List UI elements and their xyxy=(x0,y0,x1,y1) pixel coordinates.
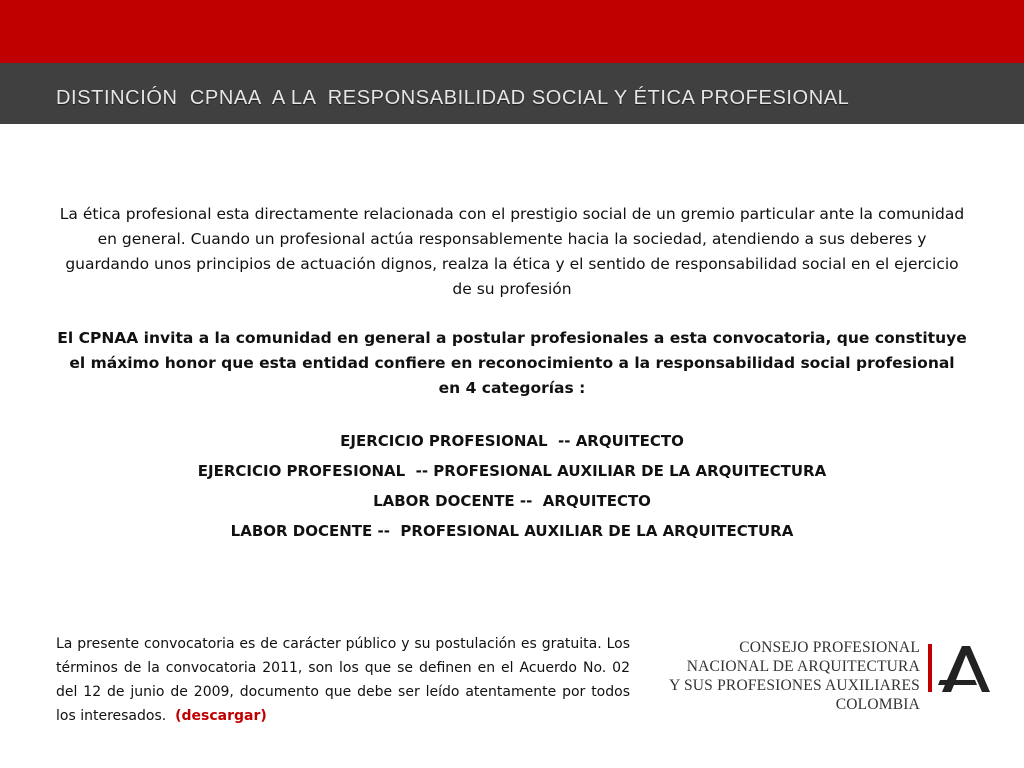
org-name-line: CONSEJO PROFESIONAL xyxy=(739,639,920,656)
cpnaa-a-logo-icon xyxy=(928,640,994,696)
organization-name xyxy=(669,638,920,714)
category-item: LABOR DOCENTE -- ARQUITECTO xyxy=(373,492,651,510)
footer-notice-text: La presente convocatoria es de carácter público y su postulación es gratuita. Los términos de la convocatoria 2011, son los que se definen en el Acuerdo No. 02 del 12 de junio de 2009, documento que debe ser leído atentamente por todos los interesados. xyxy=(56,636,630,724)
footer-notice xyxy=(56,632,630,728)
category-item: LABOR DOCENTE -- PROFESIONAL AUXILIAR DE LA ARQUITECTURA xyxy=(230,522,794,540)
category-list xyxy=(56,426,968,546)
org-name-line: NACIONAL DE ARQUITECTURA xyxy=(686,658,920,675)
org-name-line: COLOMBIA xyxy=(835,696,920,713)
org-name-line: Y SUS PROFESIONES AUXILIARES xyxy=(669,677,920,694)
download-link[interactable]: (descargar) xyxy=(175,708,267,724)
category-item: EJERCICIO PROFESIONAL -- PROFESIONAL AUXILIAR DE LA ARQUITECTURA xyxy=(197,462,827,480)
page-title: DISTINCIÓN CPNAA A LA RESPONSABILIDAD SOCIAL Y ÉTICA PROFESIONAL xyxy=(56,87,850,109)
main-content xyxy=(56,202,968,546)
top-red-band xyxy=(0,0,1024,63)
category-item: EJERCICIO PROFESIONAL -- ARQUITECTO xyxy=(340,432,684,450)
intro-paragraph: La ética profesional esta directamente relacionada con el prestigio social de un gremio particular ante la comunidad en general. Cuando un profesional actúa responsablemente hacia la sociedad, atendiendo a sus deberes y guardando unos principios de actuación dignos, realza la ética y el sentido de responsabilidad social en el ejercicio de su profesión xyxy=(59,205,965,298)
invitation-paragraph: El CPNAA invita a la comunidad en general a postular profesionales a esta convocatoria, que constituye el máximo honor que esta entidad confiere en reconocimiento a la responsabilidad social profesional en 4 categorías : xyxy=(57,329,967,397)
